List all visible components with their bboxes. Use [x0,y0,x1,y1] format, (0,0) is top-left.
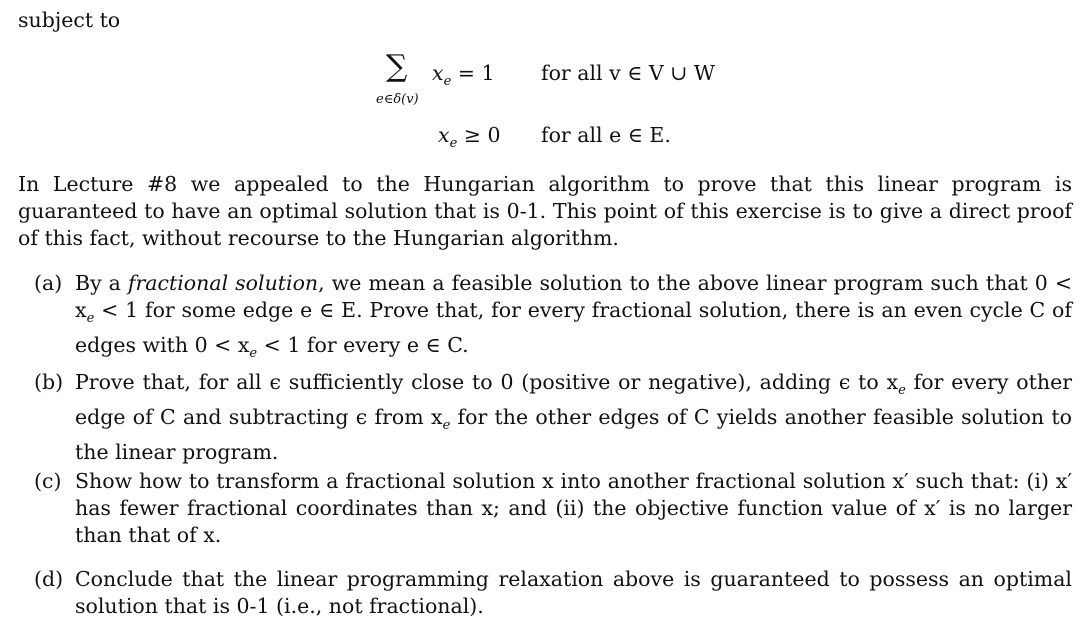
item-a-text: By a fractional solution, we mean a feasible solution to the above linear program such that $0 < x_e < 1$ for some edge e ∈ E. Prove that, for every fractional solution, there is an even cycle C of edges with $0 < x_e < 1$ for every e ∈ C. [75,271,1073,362]
constraint-2-lhs: $x_e \ge 0$ [438,123,501,152]
item-b [34,369,1072,466]
item-d [34,566,1072,620]
item-d-label: (d) [34,567,64,591]
sum-index: e∈δ(v) [376,92,419,107]
intro-paragraph: In Lecture #8 we appealed to the Hungarian algorithm to prove that this linear program is guaranteed to have an optimal solution that is 0-1. This point of this exercise is to give a direct proof of this fact, without recourse to the Hungarian algorithm. [18,172,1072,250]
item-c [34,468,1072,549]
item-a-label: (a) [34,271,63,295]
item-c-text: Show how to transform a fractional solution x into another fractional solution x′ such that: (i) x′ has fewer fractional coordinates than x; and (ii) the objective function value of x′ is no larger than that of x. [75,469,1072,547]
constraint-2-condition: for all e ∈ E. [541,123,671,147]
subject-to-label: subject to [18,8,121,32]
item-b-text: Prove that, for all ϵ sufficiently close to 0 (positive or negative), adding ϵ to $x_e$ for every other edge of C and subtracting ϵ from $x_e$ for the other edges of C yields another feasible solution to the linear program. [75,370,1072,465]
item-d-text: Conclude that the linear programming relaxation above is guaranteed to possess an optimal solution that is 0-1 (i.e., not fractional). [75,567,1072,618]
sum-symbol: ∑ [386,49,408,84]
item-c-label: (c) [34,469,62,493]
constraint-1-lhs: $x_e = 1$ [432,61,495,90]
constraint-1-condition: for all v ∈ V ∪ W [541,61,715,85]
item-a [34,270,1072,367]
item-b-label: (b) [34,370,64,394]
